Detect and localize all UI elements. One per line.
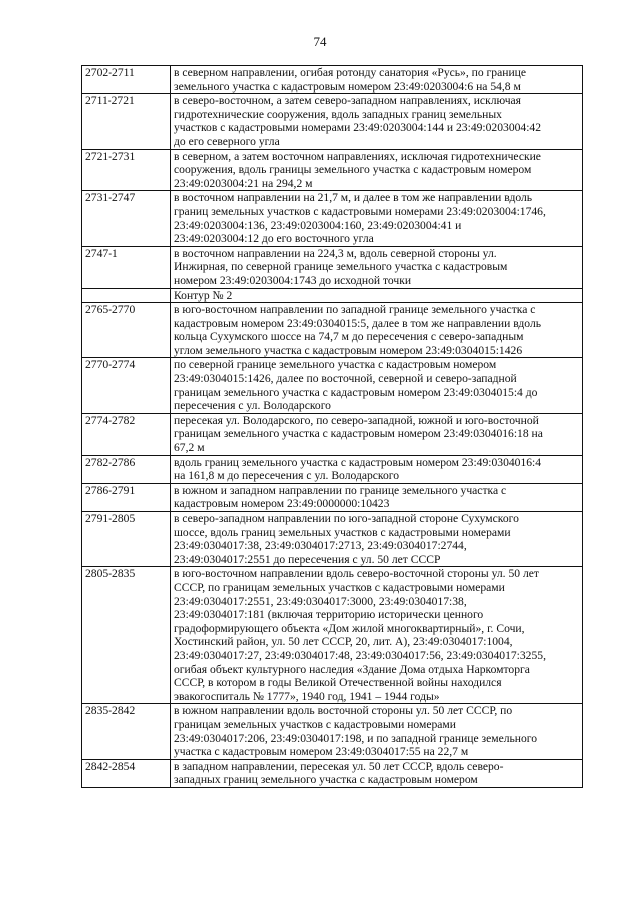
point-range-cell: 2702-2711 [82,66,171,94]
description-line: 23:49:0304017:38, 23:49:0304017:2713, 23:49:0304017:2744, [174,539,467,553]
description-line: СССР, по границам земельных участков с кадастровыми номерами [174,580,505,594]
description-line: границам земельного участка с кадастровым номером 23:49:0304015:4 до [174,385,538,399]
boundary-description-cell [171,455,583,483]
description-line: СССР, в котором в годы Великой Отечественной войны находился [174,676,502,690]
boundary-description-cell [171,66,583,94]
point-range-cell: 2805-2835 [82,567,171,704]
point-range-cell: 2842-2854 [82,759,171,787]
boundary-description-cell [171,246,583,288]
description-line: в восточном направлении на 224,3 м, вдоль северной стороны ул. [174,246,497,260]
description-line: в юго-восточном направлении по западной границе земельного участка с [174,303,536,317]
description-line: шоссе, вдоль границ земельных участков с кадастровыми номерами [174,525,511,539]
description-line: номером 23:49:0203004:1743 до исходной точки [174,273,412,287]
description-line: градоформирующего объекта «Дом жилой многоквартирный», г. Сочи, [174,621,525,635]
point-range-cell: 2791-2805 [82,512,171,567]
description-line: в северо-западном направлении по юго-западной стороне Сухумского [174,512,519,525]
description-line: вдоль границ земельного участка с кадастровым номером 23:49:0304016:4 [174,455,542,469]
boundary-description-cell [171,303,583,358]
description-line: границам земельного участка с кадастровым номером 23:49:0304016:18 на [174,427,543,441]
description-line: 23:49:0203004:21 на 294,2 м [174,176,313,190]
description-line: 23:49:0203004:136, 23:49:0203004:160, 23:49:0203004:41 и [174,218,462,232]
boundary-description-cell [171,512,583,567]
description-line: в южном и западном направлении по границе земельного участка с [174,483,507,497]
table-row [82,455,583,483]
point-range-cell: 2721-2731 [82,149,171,191]
description-line: кадастровым номером 23:49:0304015:5, далее в том же направлении вдоль [174,316,542,330]
point-range-cell: 2835-2842 [82,704,171,759]
description-line: западных границ земельного участка с кадастровым номером [174,773,478,787]
description-line: гидротехнические сооружения, вдоль западных границ земельных [174,107,502,121]
table-row [82,567,583,704]
description-line: Контур № 2 [174,288,233,302]
description-line: Инжирная, по северной границе земельного участка с кадастровым [174,260,508,274]
description-line: в юго-восточном направлении вдоль северо-восточной стороны ул. 50 лет [174,567,539,581]
point-range-cell: 2747-1 [82,246,171,288]
table-row [82,483,583,511]
table-body [82,66,583,788]
description-line: пересечения с ул. Володарского [174,399,331,413]
description-line: 23:49:0304017:206, 23:49:0304017:198, и по западной границе земельного [174,731,538,745]
table-row [82,94,583,149]
boundary-description-table [81,65,583,788]
description-line: 23:49:0304017:2551 до пересечения с ул. 50 лет СССР [174,552,441,566]
description-line: границам земельных участков с кадастровыми номерами [174,717,456,731]
description-line: 67,2 м [174,441,205,455]
table-row [82,303,583,358]
boundary-description-cell [171,191,583,246]
description-line: кадастровым номером 23:49:0000000:10423 [174,497,390,511]
contour-label-cell [171,288,583,303]
point-range-cell: 2786-2791 [82,483,171,511]
description-line: в северо-восточном, а затем северо-западном направлениях, исключая [174,94,522,108]
description-line: сооружения, вдоль границы земельного участка с кадастровым номером [174,163,532,177]
description-line: в западном направлении, пересекая ул. 50 лет СССР, вдоль северо- [174,759,504,773]
point-range-cell: 2711-2721 [82,94,171,149]
description-line: в восточном направлении на 21,7 м, и далее в том же направлении вдоль [174,191,533,205]
contour-heading-row [82,288,583,303]
description-line: в северном, а затем восточном направлениях, исключая гидротехнические [174,149,541,163]
boundary-description-cell [171,413,583,455]
description-line: земельного участка с кадастровым номером 23:49:0203004:6 на 54,8 м [174,79,521,93]
table-row [82,66,583,94]
description-line: 23:49:0304017:181 (включая территорию исторически ценного [174,608,484,622]
description-line: 23:49:0203004:12 до его восточного угла [174,232,374,246]
description-line: Хостинский район, ул. 50 лет СССР, 20, лит. А), 23:49:0304017:1004, [174,635,513,649]
table-row [82,704,583,759]
point-range-cell: 2774-2782 [82,413,171,455]
description-line: 23:49:0304017:2551, 23:49:0304017:3000, 23:49:0304017:38, [174,594,467,608]
description-line: участков с кадастровыми номерами 23:49:0203004:144 и 23:49:0203004:42 [174,121,542,135]
point-range-cell: 2765-2770 [82,303,171,358]
point-range-cell: 2770-2774 [82,358,171,413]
point-range-cell [82,288,171,303]
description-line: на 161,8 м до пересечения с ул. Володарского [174,469,400,483]
description-line: до его северного угла [174,134,280,148]
boundary-description-cell [171,149,583,191]
description-line: эвакогоспиталь № 1777», 1940 год, 1941 – 1944 годы» [174,689,440,703]
table-row [82,759,583,787]
description-line: по северной границе земельного участка с кадастровым номером [174,358,497,372]
boundary-description-cell [171,483,583,511]
boundary-description-cell [171,358,583,413]
boundary-description-cell [171,759,583,787]
table-row [82,413,583,455]
page-number: 74 [313,34,327,49]
table-row [82,149,583,191]
table-row [82,358,583,413]
description-line: 23:49:0304017:27, 23:49:0304017:48, 23:49:0304017:56, 23:49:0304017:3255, [174,648,546,662]
boundary-description-cell [171,704,583,759]
boundary-description-cell [171,94,583,149]
description-line: в северном направлении, огибая ротонду санатория «Русь», по границе [174,66,527,79]
description-line: огибая объект культурного наследия «Здание Дома отдыха Наркомторга [174,662,530,676]
boundary-description-cell [171,567,583,704]
description-line: 23:49:0304015:1426, далее по восточной, северной и северо-западной [174,372,517,386]
description-line: границ земельных участков с кадастровыми номерами 23:49:0203004:1746, [174,204,546,218]
description-line: участка с кадастровым номером 23:49:0304017:55 на 22,7 м [174,745,469,759]
point-range-cell: 2782-2786 [82,455,171,483]
table-row [82,512,583,567]
table-row [82,246,583,288]
description-line: углом земельного участка с кадастровым номером 23:49:0304015:1426 [174,343,523,357]
description-line: в южном направлении вдоль восточной стороны ул. 50 лет СССР, по [174,704,513,718]
point-range-cell: 2731-2747 [82,191,171,246]
description-line: пересекая ул. Володарского, по северо-западной, южной и юго-восточной [174,413,539,427]
description-line: кольца Сухумского шоссе на 74,7 м до пересечения с северо-западным [174,330,524,344]
table-row [82,191,583,246]
